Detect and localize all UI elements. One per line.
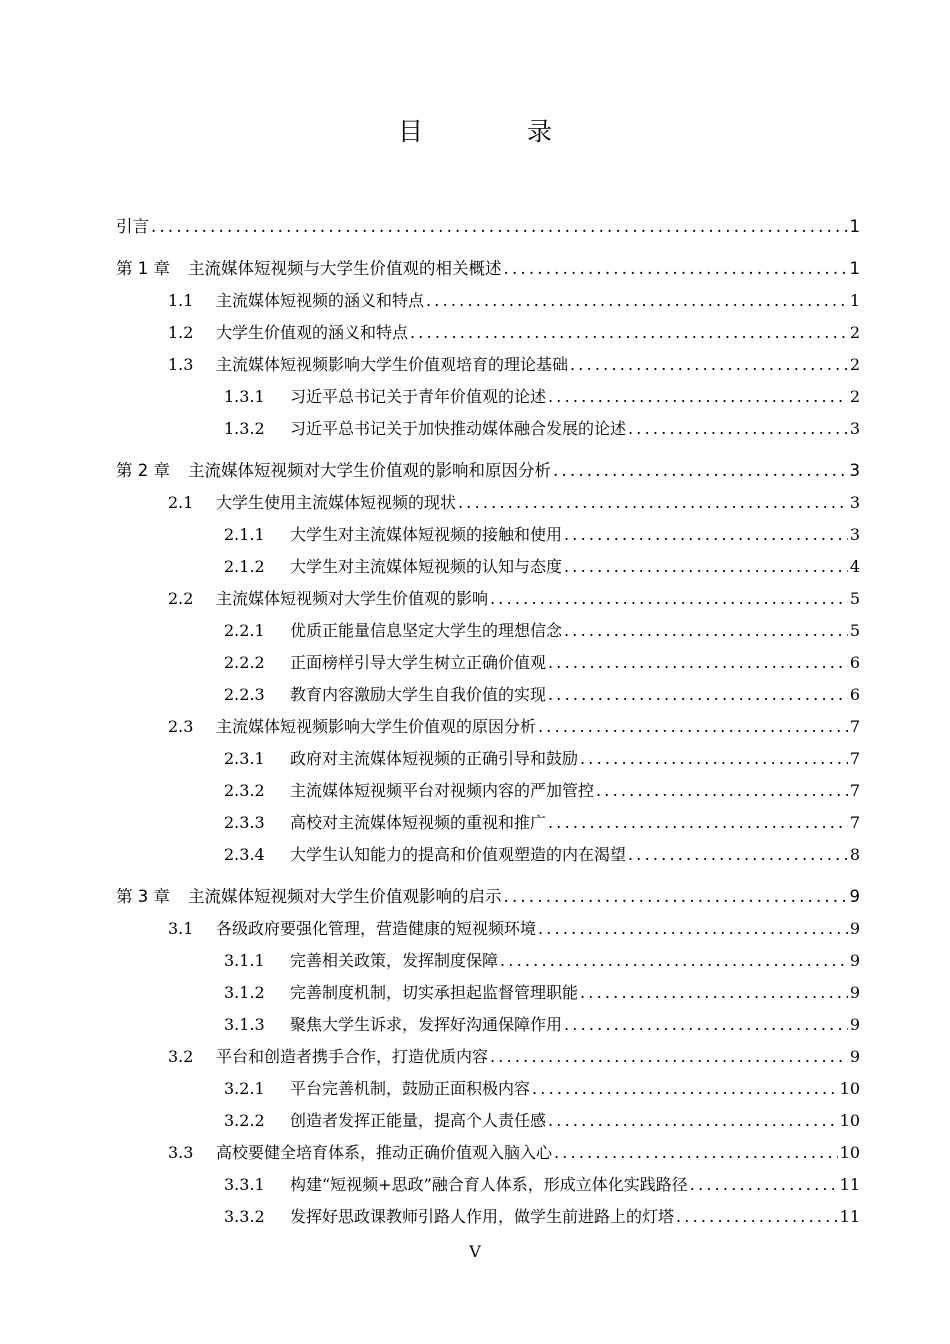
toc-entry[interactable] — [116, 456, 860, 486]
toc-entry-title: 优质正能量信息坚定大学生的理想信念 — [290, 621, 563, 640]
toc-entry-title: 主流媒体短视频的涵义和特点 — [216, 291, 425, 310]
toc-dot-leader — [564, 1010, 848, 1040]
toc-entry[interactable] — [116, 414, 860, 444]
toc-entry-page: 7 — [849, 717, 860, 736]
toc-dot-leader — [504, 254, 848, 284]
toc-entry-title: 聚焦大学生诉求，发挥好沟通保障作用 — [290, 1015, 563, 1034]
toc-entry-page: 2 — [849, 355, 860, 374]
toc-entry-number: 1.3.2 — [224, 419, 265, 438]
toc-entry[interactable] — [116, 840, 860, 870]
toc-entry-title: 各级政府要强化管理，营造健康的短视频环境 — [216, 919, 537, 938]
toc-entry-title: 大学生价值观的涵义和特点 — [216, 323, 409, 342]
toc-dot-leader — [548, 680, 848, 710]
toc-dot-leader — [458, 488, 848, 518]
toc-entry-number: 3.1.2 — [224, 983, 265, 1002]
toc-entry[interactable] — [116, 350, 860, 380]
toc-entry[interactable] — [116, 520, 860, 550]
toc-dot-leader — [548, 1106, 838, 1136]
toc-entry-page: 2 — [849, 387, 860, 406]
toc-entry-page: 3 — [849, 525, 860, 544]
toc-entry[interactable] — [116, 1202, 860, 1232]
toc-entry[interactable] — [116, 286, 860, 316]
toc-entry-number: 1.3.1 — [224, 387, 265, 406]
toc-dot-leader — [490, 1042, 848, 1072]
toc-entry[interactable] — [116, 1074, 860, 1104]
toc-dot-leader — [548, 648, 848, 678]
toc-entry-page: 11 — [839, 1175, 860, 1194]
toc-dot-leader — [151, 212, 848, 242]
toc-entry-number: 3.1.3 — [224, 1015, 265, 1034]
toc-entry-page: 3 — [849, 461, 860, 480]
toc-entry-page: 9 — [849, 983, 860, 1002]
toc-entry-title: 完善制度机制，切实承担起监督管理职能 — [290, 983, 579, 1002]
toc-entry-title: 构建“短视频+思政”融合育人体系，形成立体化实践路径 — [290, 1175, 688, 1194]
toc-entry-page: 2 — [849, 323, 860, 342]
toc-entry[interactable] — [116, 1170, 860, 1200]
toc-entry-page: 11 — [839, 1207, 860, 1226]
toc-dot-leader — [504, 882, 848, 912]
toc-entry-page: 7 — [849, 781, 860, 800]
toc-entry-number: 3.3 — [168, 1143, 194, 1162]
toc-entry-number: 3.2 — [168, 1047, 194, 1066]
toc-entry[interactable] — [116, 776, 860, 806]
toc-entry[interactable] — [116, 1138, 860, 1168]
toc-entry-title: 主流媒体短视频对大学生价值观影响的启示 — [188, 887, 502, 906]
toc-dot-leader — [628, 414, 848, 444]
toc-entry-number: 3.1 — [168, 919, 194, 938]
toc-entry-title: 主流媒体短视频对大学生价值观的影响和原因分析 — [188, 461, 551, 480]
toc-entry-title: 完善相关政策，发挥制度保障 — [290, 951, 499, 970]
toc-entry[interactable] — [116, 648, 860, 678]
toc-entry-page: 9 — [849, 1047, 860, 1066]
toc-entry-page: 9 — [849, 919, 860, 938]
toc-entry-page: 10 — [839, 1111, 860, 1130]
toc-entry[interactable] — [116, 1042, 860, 1072]
toc-entry[interactable] — [116, 1010, 860, 1040]
toc-entry-page: 3 — [849, 493, 860, 512]
toc-dot-leader — [410, 318, 848, 348]
toc-entry-number: 2.3.3 — [224, 813, 265, 832]
toc-dot-leader — [548, 382, 848, 412]
toc-entry-number: 1.2 — [168, 323, 194, 342]
toc-entry-page: 1 — [849, 291, 860, 310]
toc-entry-number: 2.2 — [168, 589, 194, 608]
toc-dot-leader — [554, 1138, 838, 1168]
toc-entry-title: 主流媒体短视频对大学生价值观的影响 — [216, 589, 489, 608]
toc-entry-page: 10 — [839, 1079, 860, 1098]
toc-entry-page: 6 — [849, 685, 860, 704]
toc-dot-leader — [564, 520, 848, 550]
toc-entry-number: 2.3.1 — [224, 749, 265, 768]
toc-entry-number: 3.1.1 — [224, 951, 265, 970]
toc-entry-title: 大学生对主流媒体短视频的认知与态度 — [290, 557, 563, 576]
toc-dot-leader — [596, 776, 848, 806]
toc-entry-page: 3 — [849, 419, 860, 438]
toc-dot-leader — [690, 1170, 838, 1200]
toc-entry[interactable] — [116, 254, 860, 284]
toc-entry-number: 2.2.1 — [224, 621, 265, 640]
toc-dot-leader — [580, 744, 848, 774]
toc-entry[interactable] — [116, 978, 860, 1008]
toc-entry-title: 平台完善机制，鼓励正面积极内容 — [290, 1079, 531, 1098]
toc-entry-title: 教育内容激励大学生自我价值的实现 — [290, 685, 547, 704]
toc-entry-number: 2.3.2 — [224, 781, 265, 800]
toc-entry[interactable] — [116, 584, 860, 614]
toc-entry-page: 5 — [849, 589, 860, 608]
toc-entry-page: 9 — [849, 951, 860, 970]
toc-dot-leader — [564, 616, 848, 646]
toc-entry-number: 3.3.2 — [224, 1207, 265, 1226]
toc-entry-page: 9 — [849, 1015, 860, 1034]
toc-dot-leader — [580, 978, 848, 1008]
toc-entry[interactable] — [116, 488, 860, 518]
toc-entry-title: 主流媒体短视频影响大学生价值观培育的理论基础 — [216, 355, 569, 374]
toc-entry-title: 引言 — [116, 217, 149, 236]
toc-entry-number: 2.2.3 — [224, 685, 265, 704]
toc-dot-leader — [676, 1202, 838, 1232]
toc-entry[interactable] — [116, 382, 860, 412]
toc-dot-leader — [538, 914, 848, 944]
toc-entry-title: 习近平总书记关于加快推动媒体融合发展的论述 — [290, 419, 627, 438]
toc-entry[interactable] — [116, 680, 860, 710]
toc-entry-page: 7 — [849, 813, 860, 832]
toc-entry-number: 3.2.2 — [224, 1111, 265, 1130]
toc-entry-number: 2.1.2 — [224, 557, 265, 576]
toc-entry-number: 2.1 — [168, 493, 194, 512]
toc-entry-title: 平台和创造者携手合作，打造优质内容 — [216, 1047, 489, 1066]
toc-entry-number: 2.3 — [168, 717, 194, 736]
toc-entry-title: 主流媒体短视频与大学生价值观的相关概述 — [188, 259, 502, 278]
toc-dot-leader — [628, 840, 848, 870]
toc-entry[interactable] — [116, 318, 860, 348]
toc-dot-leader — [532, 1074, 838, 1104]
toc-entry[interactable] — [116, 914, 860, 944]
toc-dot-leader — [538, 712, 848, 742]
toc-entry-title: 大学生认知能力的提高和价值观塑造的内在渴望 — [290, 845, 627, 864]
toc-entry-title: 主流媒体短视频影响大学生价值观的原因分析 — [216, 717, 537, 736]
toc-entry[interactable] — [116, 552, 860, 582]
toc-entry-page: 5 — [849, 621, 860, 640]
toc-entry-number: 2.1.1 — [224, 525, 265, 544]
toc-entry-page: 7 — [849, 749, 860, 768]
toc-entry[interactable] — [116, 946, 860, 976]
toc-entry-page: 4 — [849, 557, 860, 576]
toc-entry-number: 2.2.2 — [224, 653, 265, 672]
page-number: V — [469, 1242, 481, 1261]
toc-entry-number: 1.3 — [168, 355, 194, 374]
toc-entry-page: 9 — [849, 887, 860, 906]
toc-entry[interactable] — [116, 712, 860, 742]
toc-dot-leader — [553, 456, 848, 486]
toc-entry-title: 正面榜样引导大学生树立正确价值观 — [290, 653, 547, 672]
toc-entry-number: 1.1 — [168, 291, 194, 310]
toc-dot-leader — [548, 808, 848, 838]
toc-entry-title: 发挥好思政课教师引路人作用，做学生前进路上的灯塔 — [290, 1207, 675, 1226]
toc-dot-leader — [564, 552, 848, 582]
toc-entry-title: 大学生使用主流媒体短视频的现状 — [216, 493, 457, 512]
toc-entry-title: 高校对主流媒体短视频的重视和推广 — [290, 813, 547, 832]
toc-entry-title: 创造者发挥正能量，提高个人责任感 — [290, 1111, 547, 1130]
page-title: 目 录 — [398, 117, 600, 146]
toc-entry-number: 3.2.1 — [224, 1079, 265, 1098]
toc-entry[interactable] — [116, 744, 860, 774]
toc-entry[interactable] — [116, 1106, 860, 1136]
toc-dot-leader — [490, 584, 848, 614]
toc-entry-number: 2.3.4 — [224, 845, 265, 864]
toc-entry[interactable] — [116, 808, 860, 838]
toc-entry[interactable] — [116, 616, 860, 646]
toc-entry-title: 高校要健全培育体系，推动正确价值观入脑入心 — [216, 1143, 553, 1162]
toc-entry[interactable] — [116, 212, 860, 242]
toc-entry-number: 第 1 章 — [116, 259, 170, 278]
toc-entry-page: 1 — [849, 217, 860, 236]
toc-entry-number: 第 2 章 — [116, 461, 170, 480]
toc-entry-title: 习近平总书记关于青年价值观的论述 — [290, 387, 547, 406]
toc-entry-number: 第 3 章 — [116, 887, 170, 906]
toc-entry-title: 主流媒体短视频平台对视频内容的严加管控 — [290, 781, 595, 800]
toc-entry-title: 政府对主流媒体短视频的正确引导和鼓励 — [290, 749, 579, 768]
toc-entry-page: 6 — [849, 653, 860, 672]
toc-dot-leader — [500, 946, 848, 976]
toc-entry-page: 10 — [839, 1143, 860, 1162]
toc-entry-page: 1 — [849, 259, 860, 278]
toc-entry-number: 3.3.1 — [224, 1175, 265, 1194]
toc-entry[interactable] — [116, 882, 860, 912]
toc-entry-page: 8 — [849, 845, 860, 864]
toc-entry-title: 大学生对主流媒体短视频的接触和使用 — [290, 525, 563, 544]
toc-dot-leader — [570, 350, 848, 380]
toc-dot-leader — [426, 286, 848, 316]
